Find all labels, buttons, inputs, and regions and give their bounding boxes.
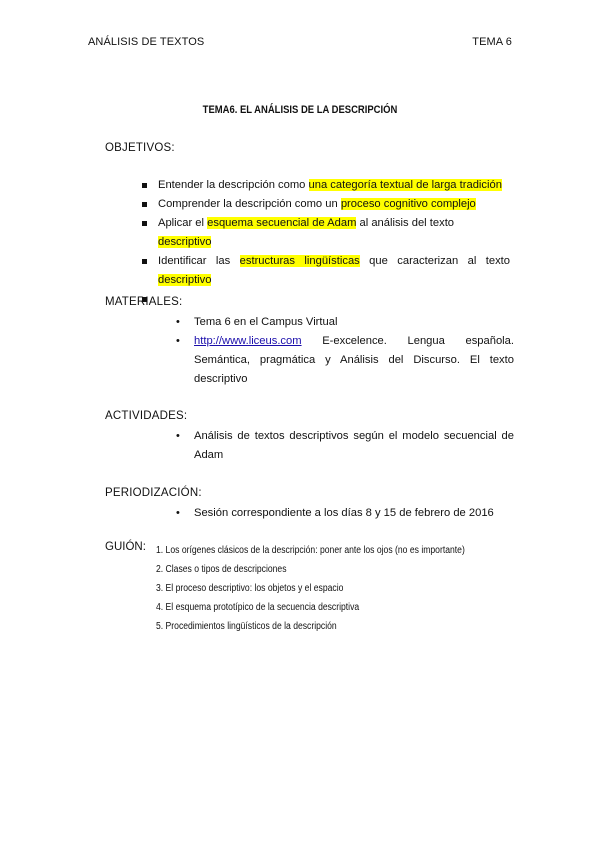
list-item [176,504,514,523]
objetivos-list [140,176,510,309]
list-item [176,427,514,465]
page-header-right: TEMA 6 [472,36,512,48]
list-item [176,332,514,389]
bullet-icon: • [176,507,180,519]
objetivos-heading: OBJETIVOS: [105,142,175,154]
actividades-list [176,427,514,465]
periodizacion-heading: PERIODIZACIÓN: [105,487,202,499]
list-item-empty [140,290,510,309]
document-title: TEMA6. EL ANÁLISIS DE LA DESCRIPCIÓN [202,104,398,116]
materiales-heading: MATERIALES: [105,296,183,308]
item-text: Aplicar el [158,217,208,229]
item-text: Identificar las [158,255,240,267]
list-item: 3. El proceso descriptivo: los objetos y el espacio [156,583,344,594]
actividades-heading: ACTIVIDADES: [105,410,188,422]
bullet-icon: • [176,316,180,328]
liceus-link[interactable]: http://www.liceus.com [194,335,302,347]
square-bullet-icon [142,202,147,207]
item-text: Sesión correspondiente a los días 8 y 15 de febrero de 2016 [194,507,494,519]
square-bullet-icon [142,259,147,264]
highlighted-text: descriptivo [158,274,212,286]
highlighted-text: descriptivo [158,236,212,248]
item-text: Entender la descripción como [158,179,309,191]
list-item [140,195,510,214]
list-item [140,176,510,195]
highlighted-text: proceso cognitivo complejo [340,198,476,210]
square-bullet-icon [142,221,147,226]
item-line [158,271,510,290]
guion-list [156,541,536,636]
item-text: Tema 6 en el Campus Virtual [194,316,338,328]
list-item [176,313,514,332]
highlighted-text: una categoría textual de larga tradición [308,179,502,191]
guion-heading: GUIÓN: [105,541,146,553]
item-text: E-excelence. Lengua española. Semántica, pragmática y Análisis del Discurso. El texto descriptivo [194,335,514,385]
item-line [158,252,510,271]
square-bullet-icon [142,183,147,188]
materiales-list [176,313,514,389]
highlighted-text: estructuras lingüísticas [239,255,360,267]
list-item: 1. Los orígenes clásicos de la descripción: poner ante los ojos (no es importante) [156,545,465,556]
list-item: 4. El esquema prototípico de la secuencia descriptiva [156,602,360,613]
highlighted-text: esquema secuencial de Adam [207,217,357,229]
list-item [140,214,510,252]
list-item: 2. Clases o tipos de descripciones [156,564,287,575]
periodizacion-list [176,504,514,523]
item-text: Análisis de textos descriptivos según el modelo secuencial de Adam [194,430,514,461]
bullet-icon: • [176,335,180,347]
item-text: Comprender la descripción como un [158,198,341,210]
list-item: 5. Procedimientos lingüísticos de la descripción [156,621,337,632]
item-text: que caracterizan al texto [359,255,511,267]
item-text: al análisis del texto [356,217,455,229]
list-item [140,252,510,290]
bullet-icon: • [176,430,180,442]
page-header-left: ANÁLISIS DE TEXTOS [88,36,205,48]
